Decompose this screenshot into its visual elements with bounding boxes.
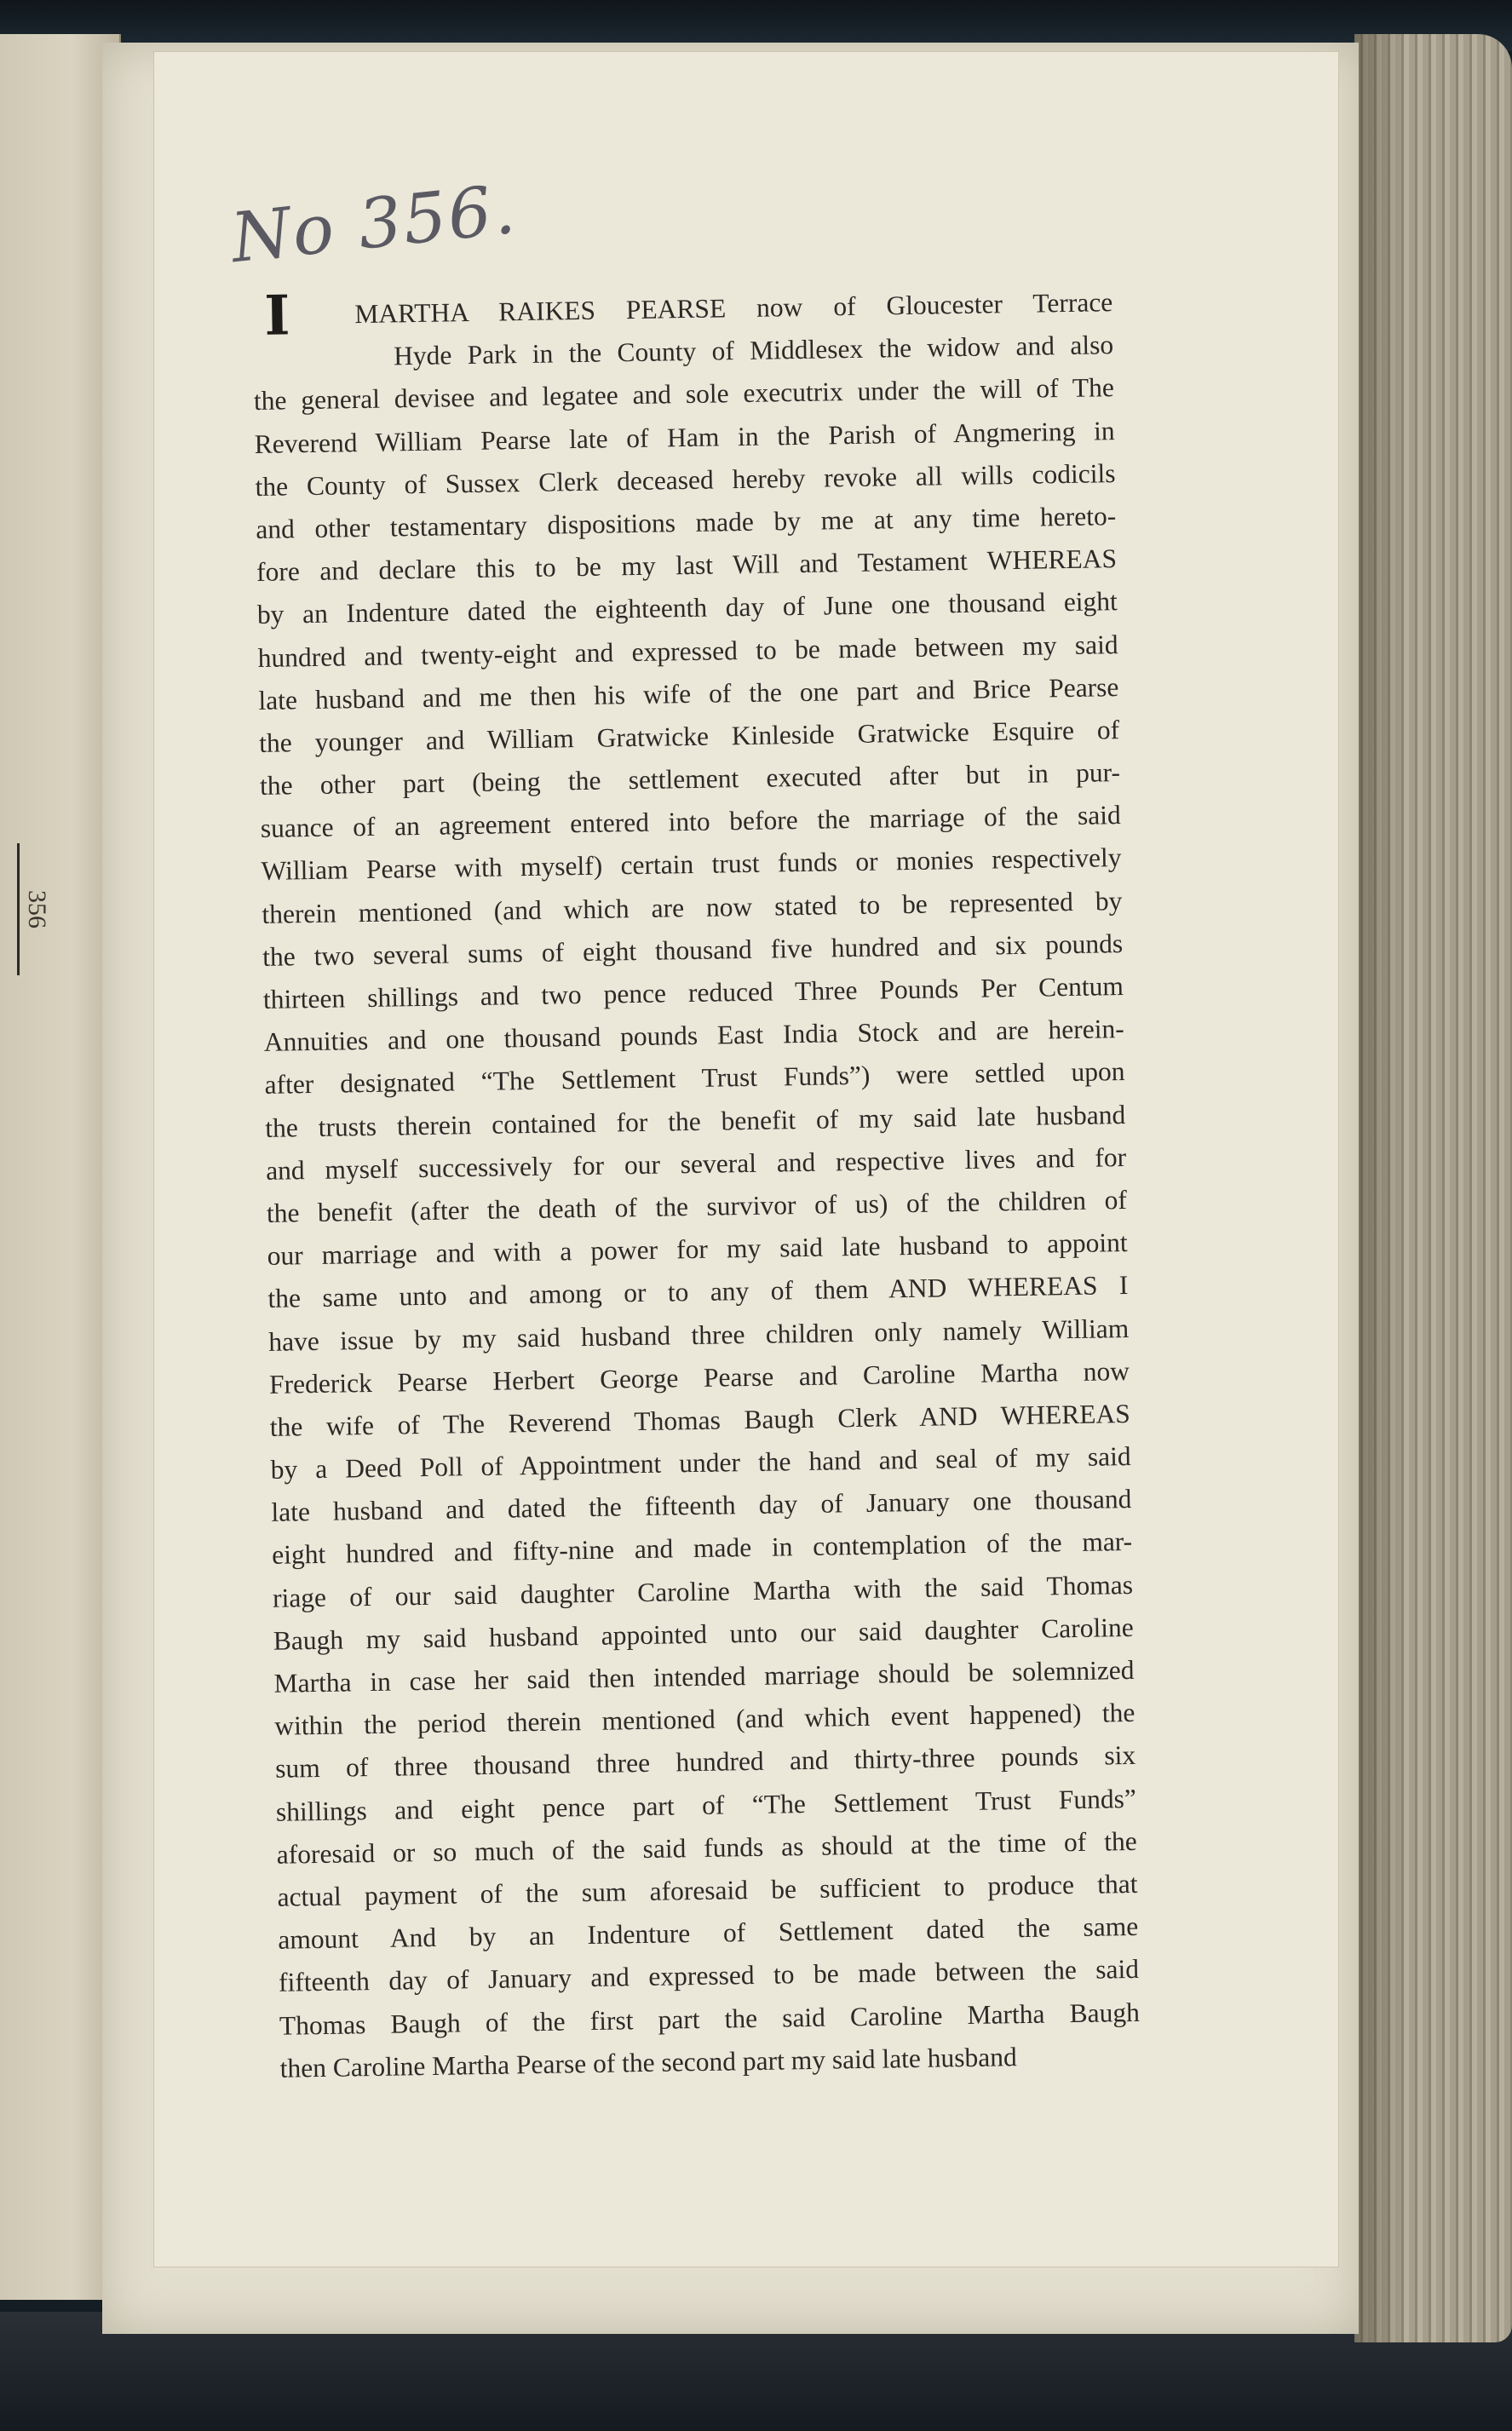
- fore-edge-shadow: [1354, 34, 1406, 2342]
- text-line: sum of three thousand three hundred and thirty-three pounds six: [274, 1740, 1136, 1784]
- text-line: the trusts therein contained for the benefit of my said late husband: [265, 1099, 1126, 1143]
- drop-cap-initial: I: [263, 284, 290, 348]
- text-line: have issue by my said husband three children only namely William: [268, 1313, 1130, 1357]
- previous-page-number: 356: [23, 890, 51, 928]
- text-line: aforesaid or so much of the said funds as should at the time of the: [276, 1825, 1137, 1870]
- text-line: then Caroline Martha Pearse of the second part my said late husband: [279, 2041, 1017, 2083]
- text-line: Martha in case her said then intended marriage should be solemnized: [273, 1654, 1135, 1698]
- text-line: the benefit (after the death of the survivor of us) of the children of: [266, 1184, 1128, 1228]
- text-line: riage of our said daughter Caroline Martha with the said Thomas: [272, 1569, 1134, 1613]
- text-line: actual payment of the sum aforesaid be sufficient to produce that: [277, 1868, 1138, 1912]
- text-line: late husband and me then his wife of the one part and Brice Pearse: [258, 671, 1119, 716]
- text-line: therein mentioned (and which are now stated to be represented by: [262, 885, 1123, 929]
- text-line: Reverend William Pearse late of Ham in the Parish of Angmering in: [254, 415, 1115, 459]
- text-line: thirteen shillings and two pence reduced Three Pounds Per Centum: [262, 971, 1124, 1014]
- text-line: by an Indenture dated the eighteenth day of June one thousand eight: [256, 586, 1118, 630]
- handwritten-register-number: No 356.: [227, 169, 520, 279]
- text-line: MARTHA RAIKES PEARSE now of Gloucester Terrace: [354, 287, 1113, 330]
- text-line: the two several sums of eight thousand five hundred and six pounds: [262, 928, 1124, 972]
- will-text: [252, 281, 1141, 2089]
- text-line: the general devisee and legatee and sole executrix under the will of The: [253, 372, 1115, 417]
- margin-rule: [17, 843, 20, 975]
- text-line: amount And by an Indenture of Settlement dated the same: [278, 1911, 1139, 1955]
- text-line: Baugh my said husband appointed unto our said daughter Caroline: [273, 1612, 1134, 1656]
- text-line: late husband and dated the fifteenth day of January one thousand: [271, 1484, 1132, 1528]
- text-line: the same unto and among or to any of them AND WHEREAS I: [267, 1270, 1129, 1314]
- text-line: fifteenth day of January and expressed to be made between the said: [278, 1954, 1140, 1998]
- text-line: and other testamentary dispositions made by me at any time hereto-: [256, 501, 1117, 544]
- text-line: the County of Sussex Clerk deceased hereby revoke all wills codicils: [255, 457, 1116, 502]
- text-line: Hyde Park in the County of Middlesex the widow and also: [393, 330, 1114, 371]
- text-line: after designated “The Settlement Trust Funds”) were settled upon: [264, 1056, 1125, 1101]
- text-line: our marriage and with a power for my said late husband to appoint: [267, 1227, 1128, 1271]
- text-line: eight hundred and fifty-nine and made in contemplation of the mar-: [271, 1526, 1133, 1571]
- text-line: and myself successively for our several and respective lives and for: [265, 1141, 1127, 1186]
- document-page: [102, 43, 1359, 2334]
- text-line: Frederick Pearse Herbert George Pearse and Caroline Martha now: [268, 1355, 1130, 1399]
- text-line: William Pearse with myself) certain trust funds or monies respectively: [261, 842, 1122, 887]
- text-line: Thomas Baugh of the first part the said Caroline Martha Baugh: [279, 1997, 1141, 2041]
- text-line: the other part (being the settlement executed after but in pur-: [259, 757, 1121, 801]
- text-line: by a Deed Poll of Appointment under the hand and seal of my said: [270, 1441, 1131, 1485]
- text-line: the wife of The Reverend Thomas Baugh Clerk AND WHEREAS: [269, 1398, 1131, 1442]
- text-line: Annuities and one thousand pounds East India Stock and are herein-: [263, 1014, 1124, 1058]
- text-line: fore and declare this to be my last Will and Testament WHEREAS: [256, 543, 1118, 588]
- page-text-area: [153, 51, 1339, 2267]
- text-line: within the period therein mentioned (and which event happened) the: [274, 1698, 1135, 1741]
- text-line: suance of an agreement entered into before the marriage of the said: [260, 800, 1121, 844]
- text-line: shillings and eight pence part of “The Settlement Trust Funds”: [275, 1783, 1137, 1827]
- text-line: the younger and William Gratwicke Kinleside Gratwicke Esquire of: [258, 714, 1120, 758]
- text-line: hundred and twenty-eight and expressed to be made between my said: [257, 629, 1118, 673]
